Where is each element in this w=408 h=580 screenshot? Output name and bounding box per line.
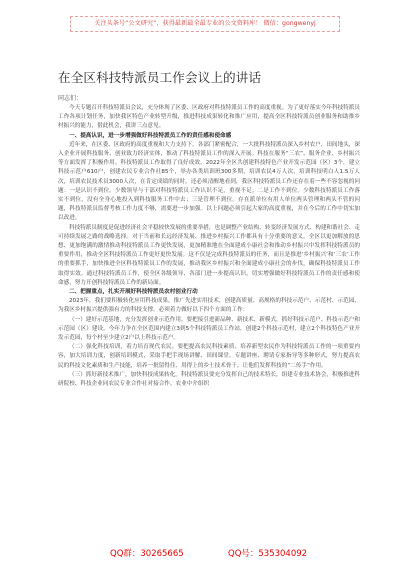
body-paragraph: （一）建好示范基地，充分发挥创业示范作用。要把接引进新品种、新技术、新模式，抓好科技示范户、科技示范户和示范园（区）建设。今年力争在全区范围内建立3到5个科技特派员工作站，创建2个科技示范村，建立2个科技特色产业开发示范园，每个村至少建立2户以上科技示范户。 <box>58 316 360 342</box>
body-paragraph: 2023年，我们要积极转化应用科技成果，推广先进实用技术，创建高质量、高规格的科技示范户、示范村、示范园，为我区乡村振兴提供强有力的科技支撑。必须着力做好以下四个方面的工作： <box>58 298 360 314</box>
body-paragraph: 近年来，在区委、区政府的高度重视和大力支持下，各部门紧密配合，一大批科技特派员深入乡村农户，田间地头，深入企业开展科技服务、创业致力经济实体，推动了科技特派员工作的深入开展。科技在服务“三农”、服务企业、乡村振兴等方面发挥了积极作用。科技特派员工作取得了良好成效。2022年全区共创建科技特色产业开发示范园（区）3个，建立科技示范户610户，创建农民专业合作社85个，举办各类培训班300多期，培训农民4万人次，培训科技明白人1.5万人次，培训农民技术员3000人次，在肯定成绩的同时，还必须清醒地看到，我区科技特派员工作还存在着一些不容忽视的问题：一是认识不到位。少数领导与干部对科技特派员工作认识不足，重视不足；二是工作不到位。少数科技特派员工作落实不到位，没有全身心地投入到科技服务工作中去；三是管理不到位。存在派单位有用人单位两头管理和两头不管的问题，科技特派员监督考核工作力度不够，需要进一步加强。以上问题必须引起大家的高度重视，并在今后的工作中切实加以改进。 <box>58 141 360 222</box>
salutation: 同志们： <box>58 95 83 102</box>
promo-banner[interactable]: 关注头条号“公文研究”，获得最新最全最专业的公文资料库！ 微信：gongwenyj <box>70 16 340 32</box>
body-paragraph: （三）抓好新技术推广，加快科技成果转化。科技特派员要充分发挥自己的技术特长，组建专业技术协会，积极推进科研院校、科技企业同农民专业合作社对接合作。农业中介组织 <box>58 371 360 388</box>
body-paragraph: 科技特派员制度是促进经济社会平稳较快发展的重要举措，也是调整产业结构、转变经济发展方式、构建和谐社会、走可持续发展之路的战略选择。对于当前和长远经济发展、推进乡村振兴工作都具有十分重要的意义。全区以更加解放的思想、更加饱满的激情推动科技特派员工作更快发展，更加精准地在全面建成小康社会和推动乡村振兴中发挥科技特派员的重要作用，推动全区科技特派员工作更好更快发展。这不仅是完成科技特派员的任务，而且是推进‘乡村振兴’和‘三农’工作的重要抓手，加快推进全区科技特派员工作的发展，推动我区乡村振兴和全面建成小康社会的步伐，确保科技特派员工作取得实效。通过科技特派员工作，使全区各级领导、各部门进一步提高认识，切实增强做好科技特派员工作的责任感和使命感，努力开创科技特派员工作的新局面。 <box>58 224 360 286</box>
body-paragraph: 今天专题召开科技特派员会议，充分体现了区委、区政府对科技特派员工作的高度重视。为了更好落实今年科技特派员工作各项计划任务，加快我区特色产业转型升级，推进科技成果转化和推广应用，提高全区科技特派员创业服务和助推乡村振兴的能力，借此机会，我讲三点意见。 <box>58 105 360 130</box>
section-heading: 二、把握重点，扎实开展好科技特派员农村创业行动 <box>69 289 198 296</box>
document-title: 在全区科技特派员工作会议上的讲话 <box>58 70 262 85</box>
section-heading: 一、提高认识，进一步增强做好科技特派员工作的责任感和使命感 <box>69 132 232 139</box>
footer-qq-number: QQ号：535304092 <box>228 549 308 559</box>
document-body <box>58 104 360 532</box>
body-paragraph: （二）强化科技培训，着力培育现代农民。要把提高农民科技素质、培养新型农民作为科技特派员工作的一项重要内容，加大培训力度，创新培训模式，采取手把手现场讲解、田间课堂、专题讲座、聘请专家指导等多种形式，努力提高农民的科技文化素质和生产技能，培养一批留得住、用得上的乡土技术骨干，让他们发挥科技的“二传手”作用。 <box>58 344 360 369</box>
footer-qq-group: QQ群：30265665 <box>110 549 184 559</box>
